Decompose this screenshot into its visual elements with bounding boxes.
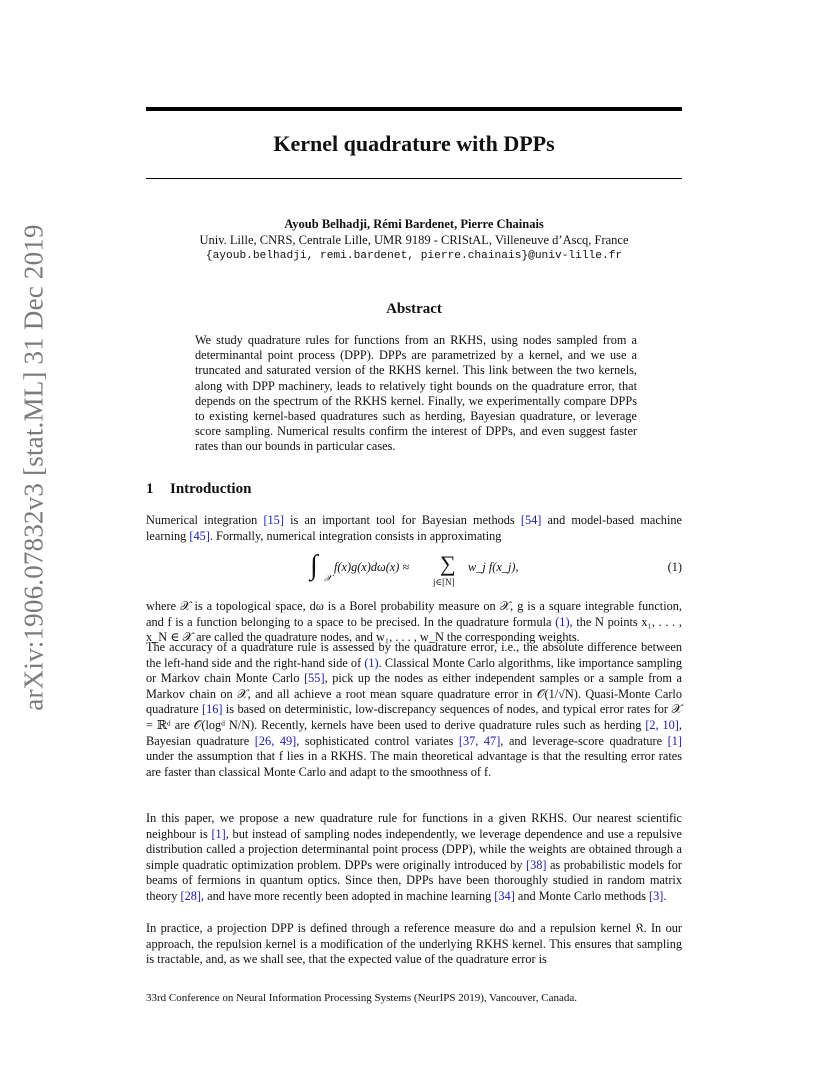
paragraph-1: [146, 513, 682, 544]
paragraph-text: The accuracy of a quadrature rule is assessed by the quadrature error, i.e., the absolute difference between the left-hand side and the right-hand side of: [146, 640, 682, 670]
equation-1: [146, 548, 682, 592]
author-emails: {ayoub.belhadji, remi.bardenet, pierre.chainais}@univ-lille.fr: [205, 250, 623, 262]
citation-link[interactable]: [26, 49]: [254, 733, 297, 748]
paragraph-text: and model-based machine learning: [146, 513, 682, 543]
abstract-heading: Abstract: [386, 301, 442, 317]
integral-domain: 𝒳: [324, 573, 332, 583]
paragraph-3: [146, 640, 682, 780]
paragraph-text: .: [663, 888, 667, 903]
paragraph-4: [146, 811, 682, 905]
paragraph-text: In this paper, we propose a new quadrature rule for functions in a given RKHS. Our nearest scientific neighbour is: [146, 811, 682, 841]
equation-number: (1): [667, 560, 682, 574]
citation-link[interactable]: [54]: [520, 513, 542, 527]
paragraph-text: , and have more recently been adopted in machine learning: [201, 888, 495, 903]
paragraph-text: , the N points x₁, . . . , x_N ∈ 𝒳 are called the quadrature nodes, and w₁, . . . , w_N the corresponding weights.: [146, 614, 682, 645]
citation-link[interactable]: (1): [364, 655, 379, 670]
citation-link[interactable]: [45]: [189, 528, 210, 543]
section-number: 1: [146, 481, 154, 497]
paragraph-text: Numerical integration: [146, 513, 264, 527]
equation-lhs: f(x)g(x)dω(x) ≈: [334, 560, 410, 574]
citation-link[interactable]: [1]: [211, 826, 226, 841]
citation-link[interactable]: [34]: [494, 888, 515, 903]
sum-index: j∈[N]: [433, 577, 455, 587]
paragraph-text: where 𝒳 is a topological space, dω is a Borel probability measure on 𝒳, g is a square integrable function, and f is a function belonging to a space to be precised. In the quadrature formula: [146, 599, 682, 629]
paragraph-text: is an important tool for Bayesian methods: [283, 513, 521, 527]
paragraph-2: [146, 599, 682, 646]
section-heading: [146, 479, 251, 499]
citation-link[interactable]: [28]: [180, 888, 201, 903]
arxiv-identifier: arXiv:1906.07832v3 [stat.ML] 31 Dec 2019: [18, 223, 49, 711]
citation-link[interactable]: (1): [555, 614, 570, 629]
arxiv-side-stamp: [10, 223, 58, 711]
paragraph-text: , pick up the nodes as either independent samples or a sample from a Markov chain on 𝒳, and all achieve a root mean square quadrature error in 𝒪(1/√N). Quasi-Monte Carlo quadrature: [146, 671, 683, 717]
paragraph-text: under the assumption that f lies in a RKHS. The main theoretical advantage is that the resulting error rates are faster than classical Monte Carlo and adapt to the smoothness of f.: [146, 749, 682, 779]
sum-sign: ∑: [440, 551, 456, 576]
author-list: Ayoub Belhadji, Rémi Bardenet, Pierre Chainais: [284, 217, 544, 231]
paper-title: Kernel quadrature with DPPs: [273, 131, 555, 156]
citation-link[interactable]: [2, 10]: [645, 717, 679, 732]
citation-link[interactable]: [55]: [304, 671, 325, 686]
abstract-text: We study quadrature rules for functions from an RKHS, using nodes sampled from a determinantal point process (DPP). DPPs are parametrized by a kernel, and we use a truncated and saturated version of the RKHS kernel. This link between the two kernels, along with DPP machinery, leads to relatively tight bounds on the quadrature error, that depends on the spectrum of the RKHS kernel. Finally, we experimentally compare DPPs to existing kernel-based quadratures such as herding, Bayesian quadrature, or leverage score sampling. Numerical results confirm the interest of DPPs, and even suggest faster rates than our bounds in particular cases.: [195, 333, 637, 454]
paragraph-text: and Monte Carlo methods: [514, 888, 650, 903]
citation-link[interactable]: [38]: [526, 857, 547, 872]
paragraph-text: is based on deterministic, low-discrepancy sequences of nodes, and typical error rates for 𝒳 = ℝᵈ are 𝒪(logᵈ N/N). Recently, kernels have been used to derive quadrature rules such as herding: [146, 702, 682, 732]
conference-footnote: 33rd Conference on Neural Information Processing Systems (NeurIPS 2019), Vancouver, Canada.: [146, 992, 578, 1004]
paragraph-text: , but instead of sampling nodes independently, we leverage dependence and use a repulsive distribution called a projection determinantal point process (DPP), while the weights are obtained through a simple quadratic optimization problem. DPPs were originally introduced by: [146, 826, 682, 872]
citation-link[interactable]: [16]: [201, 702, 223, 717]
citation-link[interactable]: [15]: [263, 513, 284, 527]
equation-rhs: w_j f(x_j),: [468, 560, 519, 574]
paragraph-text: , sophisticated control variates: [296, 733, 459, 748]
title-rule-top: [146, 107, 682, 111]
paragraph-text: . Formally, numerical integration consists in approximating: [209, 528, 502, 543]
paragraph-5: [146, 921, 682, 968]
citation-link[interactable]: [3]: [649, 888, 664, 903]
paragraph-text: In practice, a projection DPP is defined through a reference measure dω and a repulsion kernel 𝔎. In our approach, the repulsion kernel is a modification of the underlying RKHS kernel. This ensures that sampling is tractable, and, as we shall see, that the expected value of the quadrature error is: [146, 921, 682, 967]
author-affiliation: Univ. Lille, CNRS, Centrale Lille, UMR 9189 - CRIStAL, Villeneuve d’Ascq, France: [199, 233, 629, 247]
paragraph-text: as probabilistic models for beams of fermions in quantum optics. Since then, DPPs have been thoroughly studied in random matrix theory: [146, 857, 682, 903]
citation-link[interactable]: [1]: [667, 733, 682, 748]
paragraph-text: , Bayesian quadrature: [146, 717, 682, 748]
title-rule-bottom: [146, 178, 682, 179]
citation-link[interactable]: [37, 47]: [458, 733, 501, 748]
integral-sign: ∫: [310, 550, 318, 581]
paragraph-text: , and leverage-score quadrature: [500, 733, 668, 748]
section-title: Introduction: [170, 481, 252, 497]
paragraph-text: . Classical Monte Carlo algorithms, like importance sampling or Markov chain Monte Carlo: [146, 655, 682, 686]
